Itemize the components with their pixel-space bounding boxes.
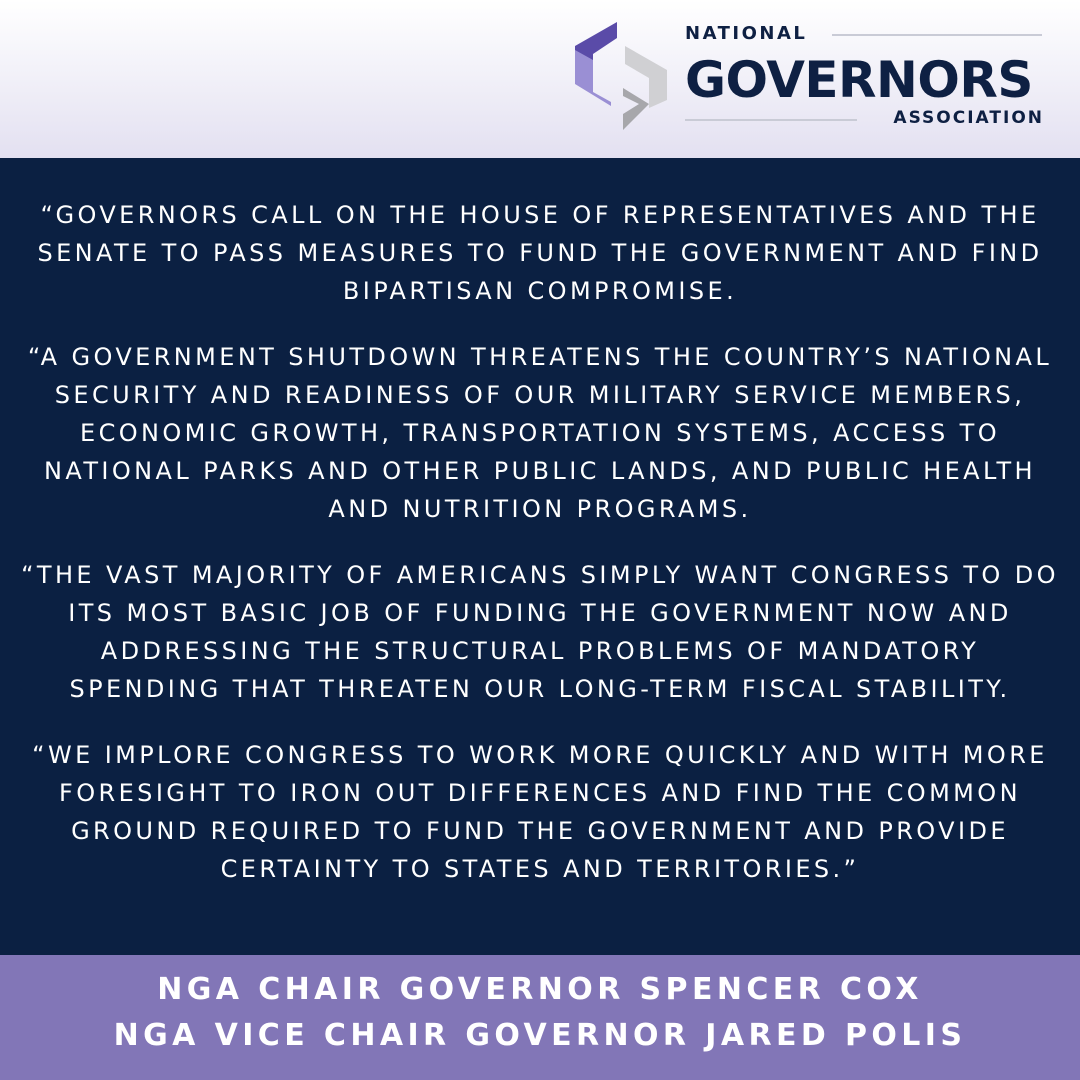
quote-paragraph-2: “A GOVERNMENT SHUTDOWN THREATENS THE COUNTRY’S NATIONAL SECURITY AND READINESS OF OUR MILITARY SERVICE MEMBERS, ECONOMIC GROWTH, TRANSPORTATION SYSTEMS, ACCESS TO NATIONAL PARKS AND OTHER PUBLIC LANDS, AND PUBLIC HEALTH AND NUTRITION PROGRAMS. [27, 343, 1053, 523]
quote-paragraph-4: “WE IMPLORE CONGRESS TO WORK MORE QUICKLY AND WITH MORE FORESIGHT TO IRON OUT DIFFERENCES AND FIND THE COMMON GROUND REQUIRED TO FUND THE GOVERNMENT AND PROVIDE CERTAINTY TO STATES AND TERRITORIES.” [32, 741, 1048, 883]
nga-logo-wordmark [685, 22, 1050, 132]
statement-body [0, 158, 1080, 955]
attribution-vice-chair: NGA VICE CHAIR GOVERNOR JARED POLIS [113, 1018, 967, 1053]
logo-divider-top [832, 34, 1042, 36]
logo-divider-bottom [685, 119, 857, 121]
nga-logo-icon [575, 22, 667, 130]
attribution [0, 967, 1080, 1059]
logo-governors-text: GOVERNORS [685, 51, 1033, 109]
header-band [0, 0, 1080, 158]
logo-national-text: NATIONAL [685, 23, 808, 44]
logo-association-text: ASSOCIATION [893, 108, 1044, 128]
attribution-footer [0, 955, 1080, 1080]
attribution-chair: NGA CHAIR GOVERNOR SPENCER COX [157, 972, 923, 1007]
statement-quote [20, 196, 1060, 916]
quote-paragraph-3: “THE VAST MAJORITY OF AMERICANS SIMPLY WANT CONGRESS TO DO ITS MOST BASIC JOB OF FUNDING THE GOVERNMENT NOW AND ADDRESSING THE STRUCTURAL PROBLEMS OF MANDATORY SPENDING THAT THREATEN OUR LONG-TERM FISCAL STABILITY. [21, 561, 1059, 703]
quote-paragraph-1: “GOVERNORS CALL ON THE HOUSE OF REPRESENTATIVES AND THE SENATE TO PASS MEASURES TO FUND THE GOVERNMENT AND FIND BIPARTISAN COMPROMISE. [37, 201, 1043, 305]
